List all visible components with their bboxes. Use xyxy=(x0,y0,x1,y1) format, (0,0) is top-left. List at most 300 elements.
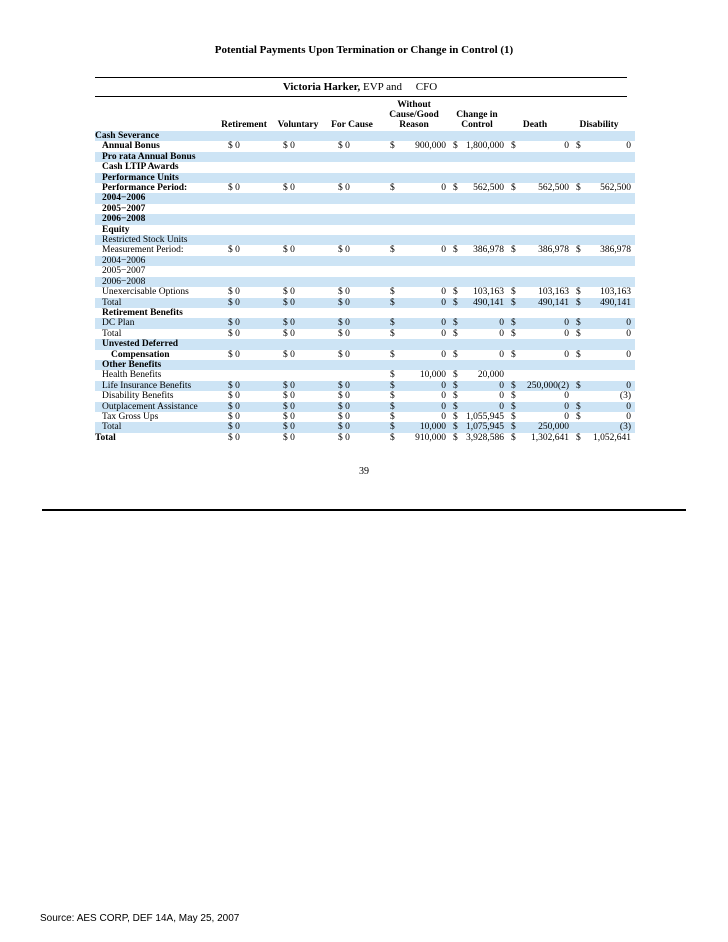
cell-death-dollar xyxy=(508,225,518,235)
cell-without-cause-dollar xyxy=(387,266,397,276)
cell-disability-dollar xyxy=(573,339,585,349)
cell-death-dollar: $ xyxy=(511,411,516,422)
row-label: 2005−2007 xyxy=(102,266,146,277)
row-label: Cash Severance xyxy=(95,131,222,141)
cell-retirement xyxy=(222,256,272,266)
cell-without-cause-value: 900,000 xyxy=(415,141,446,152)
cell-death-dollar xyxy=(508,152,518,162)
cell-death-value xyxy=(518,266,573,276)
cell-death-value: 103,163 xyxy=(538,287,569,298)
cell-voluntary xyxy=(277,266,327,276)
cell-voluntary xyxy=(277,204,327,214)
cell-disability-value xyxy=(585,277,635,287)
cell-for-cause: $ 0 xyxy=(338,141,350,152)
cell-retirement xyxy=(222,360,272,370)
cell-for-cause xyxy=(332,162,382,172)
cell-disability-value xyxy=(585,214,635,224)
cell-voluntary xyxy=(277,214,327,224)
cell-for-cause xyxy=(332,266,382,276)
row-label: 2004−2006 xyxy=(95,193,222,203)
row-label: 2006−2008 xyxy=(95,214,222,224)
cell-cic-value: 1,055,945 xyxy=(466,411,504,422)
cell-disability-value xyxy=(585,256,635,266)
cell-retirement xyxy=(222,152,272,162)
cell-without-cause-dollar: $ xyxy=(390,349,395,360)
table-row xyxy=(95,339,635,349)
cell-retirement xyxy=(222,235,272,245)
cell-voluntary: $ 0 xyxy=(277,381,327,391)
cell-death-value: 0 xyxy=(564,328,569,339)
cell-death-value: 0 xyxy=(518,318,573,328)
cell-cic-dollar xyxy=(450,360,460,370)
cell-for-cause xyxy=(332,308,382,318)
cell-death-value xyxy=(518,131,573,141)
cell-without-cause-value xyxy=(397,277,450,287)
cell-for-cause: $ 0 xyxy=(338,349,350,360)
cell-without-cause-value: 0 xyxy=(441,391,446,402)
cell-cic-value xyxy=(460,173,508,183)
table-row xyxy=(95,370,635,380)
cell-death-value xyxy=(518,152,573,162)
col-retirement: Retirement xyxy=(218,120,270,132)
cell-for-cause xyxy=(332,204,382,214)
page-title: Potential Payments Upon Termination or Change in Control (1) xyxy=(214,44,514,56)
cell-disability-dollar xyxy=(573,204,585,214)
cell-for-cause: $ 0 xyxy=(332,402,382,412)
row-label: Other Benefits xyxy=(95,360,222,370)
cell-cic-dollar xyxy=(450,256,460,266)
cell-death-value: 490,141 xyxy=(518,298,573,308)
cell-for-cause: $ 0 xyxy=(338,328,350,339)
row-label: Total xyxy=(95,422,222,432)
cell-retirement xyxy=(222,225,272,235)
cell-retirement: $ 0 xyxy=(222,402,272,412)
cell-disability-dollar: $ xyxy=(576,245,581,256)
page-number: 39 xyxy=(359,466,369,477)
cell-for-cause: $ 0 xyxy=(338,432,350,443)
table-row xyxy=(95,350,635,360)
cell-retirement: $ 0 xyxy=(228,411,240,422)
cell-death-dollar: $ xyxy=(511,328,516,339)
col-disability: Disability xyxy=(570,120,628,132)
cell-disability-value xyxy=(585,225,635,235)
row-label: Health Benefits xyxy=(102,370,162,381)
table-row xyxy=(95,277,635,287)
cell-without-cause-value: 0 xyxy=(397,298,450,308)
cell-without-cause-value: 10,000 xyxy=(397,422,450,432)
cell-death-value: 0 xyxy=(564,411,569,422)
table-row xyxy=(95,152,635,162)
cell-voluntary xyxy=(277,339,327,349)
cell-death-value xyxy=(518,173,573,183)
cell-without-cause-dollar: $ xyxy=(390,328,395,339)
cell-cic-dollar xyxy=(450,193,460,203)
row-label: Performance Units xyxy=(95,173,222,183)
cell-without-cause-dollar: $ xyxy=(387,402,397,412)
cell-without-cause-value: 0 xyxy=(441,245,446,256)
cell-retirement: $ 0 xyxy=(228,183,240,194)
cell-death-dollar xyxy=(508,339,518,349)
cell-without-cause-value: 0 xyxy=(397,402,450,412)
cell-voluntary: $ 0 xyxy=(283,245,295,256)
cell-disability-dollar xyxy=(573,308,585,318)
cell-disability-value xyxy=(585,152,635,162)
cell-death-value: 250,000(2) xyxy=(518,381,573,391)
cell-for-cause xyxy=(332,225,382,235)
cell-retirement xyxy=(222,214,272,224)
cell-retirement: $ 0 xyxy=(222,381,272,391)
cell-without-cause-value: 0 xyxy=(441,287,446,298)
cell-death-dollar: $ xyxy=(508,318,518,328)
executive-role: EVP and xyxy=(362,81,402,93)
cell-voluntary: $ 0 xyxy=(277,402,327,412)
cell-retirement: $ 0 xyxy=(228,141,240,152)
row-label: Annual Bonus xyxy=(102,141,160,152)
table-row xyxy=(95,162,635,172)
cell-disability-value xyxy=(585,162,635,172)
table-row xyxy=(95,329,635,339)
cell-death-dollar xyxy=(508,308,518,318)
cell-disability-dollar: $ xyxy=(576,141,581,152)
cell-voluntary xyxy=(277,308,327,318)
col-change-in-control: Change in Control xyxy=(448,110,506,132)
cell-death-value: 0 xyxy=(564,141,569,152)
cell-cic-dollar xyxy=(450,225,460,235)
cell-retirement xyxy=(222,173,272,183)
row-label: Equity xyxy=(102,224,130,235)
cell-for-cause xyxy=(332,214,382,224)
cell-cic-dollar xyxy=(450,235,460,245)
table-row xyxy=(95,360,635,370)
cell-death-dollar xyxy=(508,256,518,266)
cell-without-cause-dollar: $ xyxy=(387,318,397,328)
cell-disability-dollar: $ xyxy=(573,318,585,328)
cell-disability-dollar xyxy=(573,193,585,203)
cell-without-cause-dollar xyxy=(387,308,397,318)
cell-without-cause-dollar xyxy=(387,204,397,214)
cell-without-cause-value xyxy=(397,256,450,266)
row-label: 2005−2007 xyxy=(102,203,146,214)
cell-voluntary: $ 0 xyxy=(283,141,295,152)
cell-without-cause-dollar: $ xyxy=(390,183,395,194)
cell-disability-value xyxy=(585,131,635,141)
cell-cic-value xyxy=(460,214,508,224)
cell-cic-dollar: $ xyxy=(450,402,460,412)
cell-without-cause-value: 0 xyxy=(441,183,446,194)
cell-death-dollar xyxy=(508,360,518,370)
cell-disability-dollar xyxy=(573,370,585,380)
cell-cic-dollar xyxy=(450,173,460,183)
cell-voluntary xyxy=(277,193,327,203)
cell-death-value xyxy=(518,193,573,203)
table-row xyxy=(95,422,635,432)
cell-without-cause-value xyxy=(397,173,450,183)
table-row xyxy=(95,266,635,276)
cell-death-dollar: $ xyxy=(511,287,516,298)
cell-disability-dollar xyxy=(573,422,585,432)
cell-without-cause-value xyxy=(397,131,450,141)
cell-cic-value: 386,978 xyxy=(473,245,504,256)
cell-without-cause-dollar: $ xyxy=(387,298,397,308)
cell-retirement xyxy=(222,339,272,349)
cell-cic-value: 562,500 xyxy=(473,183,504,194)
cell-voluntary xyxy=(277,131,327,141)
cell-cic-value xyxy=(460,308,508,318)
cell-cic-dollar: $ xyxy=(453,245,458,256)
cell-without-cause-value: 0 xyxy=(441,328,446,339)
cell-death-dollar xyxy=(508,277,518,287)
cell-retirement xyxy=(222,162,272,172)
row-label: Outplacement Assistance xyxy=(95,402,222,412)
cell-cic-dollar xyxy=(450,152,460,162)
cell-without-cause-dollar: $ xyxy=(390,287,395,298)
cell-death-dollar xyxy=(508,204,518,214)
table-row xyxy=(95,193,635,203)
cell-cic-value: 0 xyxy=(499,328,504,339)
cell-for-cause: $ 0 xyxy=(332,422,382,432)
cell-cic-dollar xyxy=(450,204,460,214)
cell-disability-value: 0 xyxy=(585,402,635,412)
cell-cic-value xyxy=(460,193,508,203)
cell-disability-value: 0 xyxy=(626,411,631,422)
cell-retirement: $ 0 xyxy=(228,432,240,443)
cell-cic-value: 1,800,000 xyxy=(466,141,504,152)
cell-cic-value xyxy=(460,131,508,141)
row-label: 2006−2008 xyxy=(95,277,222,287)
source-note: Source: AES CORP, DEF 14A, May 25, 2007 xyxy=(40,913,240,924)
cell-cic-dollar: $ xyxy=(453,328,458,339)
table-row xyxy=(95,391,635,401)
cell-without-cause-value: 0 xyxy=(397,381,450,391)
cell-death-value: 562,500 xyxy=(538,183,569,194)
row-label: Retirement Benefits xyxy=(102,307,183,318)
cell-death-dollar xyxy=(508,131,518,141)
cell-cic-dollar xyxy=(450,339,460,349)
table-row xyxy=(95,245,635,255)
cell-without-cause-value xyxy=(397,308,450,318)
cell-voluntary: $ 0 xyxy=(277,422,327,432)
cell-cic-dollar xyxy=(450,308,460,318)
cell-disability-dollar xyxy=(573,256,585,266)
cell-without-cause-dollar: $ xyxy=(390,245,395,256)
cell-disability-value: 0 xyxy=(626,141,631,152)
cell-cic-value: 3,928,586 xyxy=(466,432,504,443)
cell-voluntary: $ 0 xyxy=(277,298,327,308)
cell-cic-dollar xyxy=(450,162,460,172)
cell-without-cause-dollar xyxy=(387,277,397,287)
cell-disability-value: 103,163 xyxy=(600,287,631,298)
cell-voluntary: $ 0 xyxy=(277,318,327,328)
cell-death-dollar: $ xyxy=(508,381,518,391)
cell-death-value xyxy=(518,256,573,266)
cell-cic-dollar: $ xyxy=(453,287,458,298)
cell-retirement xyxy=(222,193,272,203)
cell-disability-value xyxy=(585,339,635,349)
cell-voluntary xyxy=(277,162,327,172)
cell-retirement: $ 0 xyxy=(228,287,240,298)
table-row xyxy=(95,412,635,422)
cell-disability-dollar: $ xyxy=(576,287,581,298)
cell-cic-value: 0 xyxy=(499,391,504,402)
cell-for-cause: $ 0 xyxy=(338,391,350,402)
table-row xyxy=(95,402,635,412)
row-label: Total xyxy=(95,298,222,308)
table-row xyxy=(95,235,635,245)
cell-cic-dollar: $ xyxy=(450,318,460,328)
cell-disability-dollar: $ xyxy=(573,402,585,412)
cell-retirement xyxy=(222,308,272,318)
cell-for-cause xyxy=(332,152,382,162)
cell-cic-dollar: $ xyxy=(453,183,458,194)
row-label: Restricted Stock Units xyxy=(95,235,222,245)
cell-voluntary: $ 0 xyxy=(283,411,295,422)
cell-cic-value xyxy=(460,339,508,349)
cell-without-cause-value xyxy=(397,235,450,245)
cell-death-value: 386,978 xyxy=(538,245,569,256)
table-row xyxy=(95,287,635,297)
cell-disability-value: 0 xyxy=(585,318,635,328)
cell-cic-dollar xyxy=(450,131,460,141)
cell-cic-value xyxy=(460,266,508,276)
cell-cic-dollar xyxy=(450,266,460,276)
cell-death-dollar xyxy=(508,370,518,380)
table-row xyxy=(95,183,635,193)
cell-cic-dollar: $ xyxy=(453,432,458,443)
cell-disability-dollar xyxy=(573,152,585,162)
row-label: Total xyxy=(102,328,122,339)
page-divider xyxy=(42,509,686,511)
cell-disability-value: 1,052,641 xyxy=(593,432,631,443)
cell-without-cause-dollar xyxy=(387,235,397,245)
cell-without-cause-value: 0 xyxy=(441,349,446,360)
cell-without-cause-value xyxy=(397,152,450,162)
cell-cic-value: 0 xyxy=(460,318,508,328)
row-label: Unvested Deferred xyxy=(95,339,222,349)
cell-voluntary: $ 0 xyxy=(283,349,295,360)
cell-death-dollar xyxy=(508,214,518,224)
cell-death-dollar: $ xyxy=(511,141,516,152)
cell-death-value xyxy=(518,214,573,224)
payments-table xyxy=(95,131,635,443)
cell-death-value: 250,000 xyxy=(518,422,573,432)
table-row xyxy=(95,173,635,183)
cell-for-cause xyxy=(332,256,382,266)
cell-voluntary xyxy=(277,370,327,380)
table-row xyxy=(95,308,635,318)
cell-disability-dollar xyxy=(573,277,585,287)
cell-disability-dollar xyxy=(573,173,585,183)
cell-without-cause-value xyxy=(397,225,450,235)
cell-death-dollar: $ xyxy=(508,298,518,308)
cell-voluntary: $ 0 xyxy=(283,391,295,402)
cell-without-cause-value: 910,000 xyxy=(415,432,446,443)
cell-without-cause-dollar xyxy=(387,162,397,172)
table-row xyxy=(95,256,635,266)
cell-disability-dollar: $ xyxy=(576,183,581,194)
row-label: Compensation xyxy=(111,349,170,360)
cell-cic-value: 1,075,945 xyxy=(460,422,508,432)
cell-cic-value: 0 xyxy=(460,381,508,391)
cell-cic-value xyxy=(460,256,508,266)
cell-retirement: $ 0 xyxy=(228,245,240,256)
cell-death-value xyxy=(518,204,573,214)
cell-disability-value xyxy=(585,193,635,203)
cell-without-cause-dollar: $ xyxy=(390,411,395,422)
cell-death-value: 0 xyxy=(518,402,573,412)
cell-death-dollar: $ xyxy=(511,391,516,402)
cell-death-dollar xyxy=(508,193,518,203)
cell-without-cause-dollar xyxy=(387,256,397,266)
cell-disability-value xyxy=(585,308,635,318)
cell-death-dollar: $ xyxy=(511,349,516,360)
cell-cic-value xyxy=(460,204,508,214)
cell-without-cause-value xyxy=(397,162,450,172)
cell-retirement xyxy=(222,204,272,214)
cell-voluntary: $ 0 xyxy=(283,287,295,298)
second-rule xyxy=(95,96,627,97)
cell-without-cause-dollar xyxy=(387,214,397,224)
cell-without-cause-dollar xyxy=(387,339,397,349)
cell-disability-value xyxy=(585,235,635,245)
cell-for-cause xyxy=(332,235,382,245)
cell-death-value xyxy=(518,277,573,287)
cell-for-cause: $ 0 xyxy=(332,298,382,308)
cell-retirement xyxy=(222,266,272,276)
cell-disability-dollar: $ xyxy=(576,432,581,443)
cell-cic-dollar xyxy=(450,277,460,287)
cell-for-cause: $ 0 xyxy=(332,318,382,328)
cell-retirement: $ 0 xyxy=(222,422,272,432)
row-label: Tax Gross Ups xyxy=(102,411,159,422)
cell-disability-value: 490,141 xyxy=(585,298,635,308)
cell-cic-value xyxy=(460,162,508,172)
cell-death-dollar: $ xyxy=(511,245,516,256)
cell-without-cause-value xyxy=(397,204,450,214)
col-without-cause: Without Cause/Good Reason xyxy=(384,100,444,132)
cell-cic-dollar: $ xyxy=(450,381,460,391)
cell-without-cause-dollar xyxy=(387,225,397,235)
cell-death-dollar xyxy=(508,235,518,245)
cell-cic-value xyxy=(460,152,508,162)
cell-cic-value: 20,000 xyxy=(477,370,504,381)
cell-disability-dollar xyxy=(573,391,585,401)
cell-disability-dollar: $ xyxy=(576,328,581,339)
row-label: Performance Period: xyxy=(102,183,188,194)
table-row xyxy=(95,131,635,141)
table-row xyxy=(95,141,635,151)
cell-voluntary xyxy=(277,225,327,235)
cell-without-cause-value xyxy=(397,214,450,224)
cell-retirement: $ 0 xyxy=(228,349,240,360)
cell-disability-value: (3) xyxy=(619,391,631,402)
cell-disability-value: (3) xyxy=(585,422,635,432)
cell-without-cause-dollar: $ xyxy=(387,422,397,432)
cell-disability-value xyxy=(585,370,635,380)
row-label: Unexercisable Options xyxy=(102,287,189,298)
cell-without-cause-value xyxy=(397,193,450,203)
cell-for-cause xyxy=(332,370,382,380)
cell-death-dollar: $ xyxy=(508,402,518,412)
cell-disability-dollar xyxy=(573,266,585,276)
table-body xyxy=(95,131,635,443)
cell-cic-value: 0 xyxy=(499,349,504,360)
cell-death-value: 0 xyxy=(564,391,569,402)
cell-without-cause-value xyxy=(397,339,450,349)
table-row xyxy=(95,433,635,443)
row-label: Life Insurance Benefits xyxy=(95,381,222,391)
cell-disability-dollar: $ xyxy=(576,349,581,360)
cell-cic-dollar: $ xyxy=(453,370,458,381)
